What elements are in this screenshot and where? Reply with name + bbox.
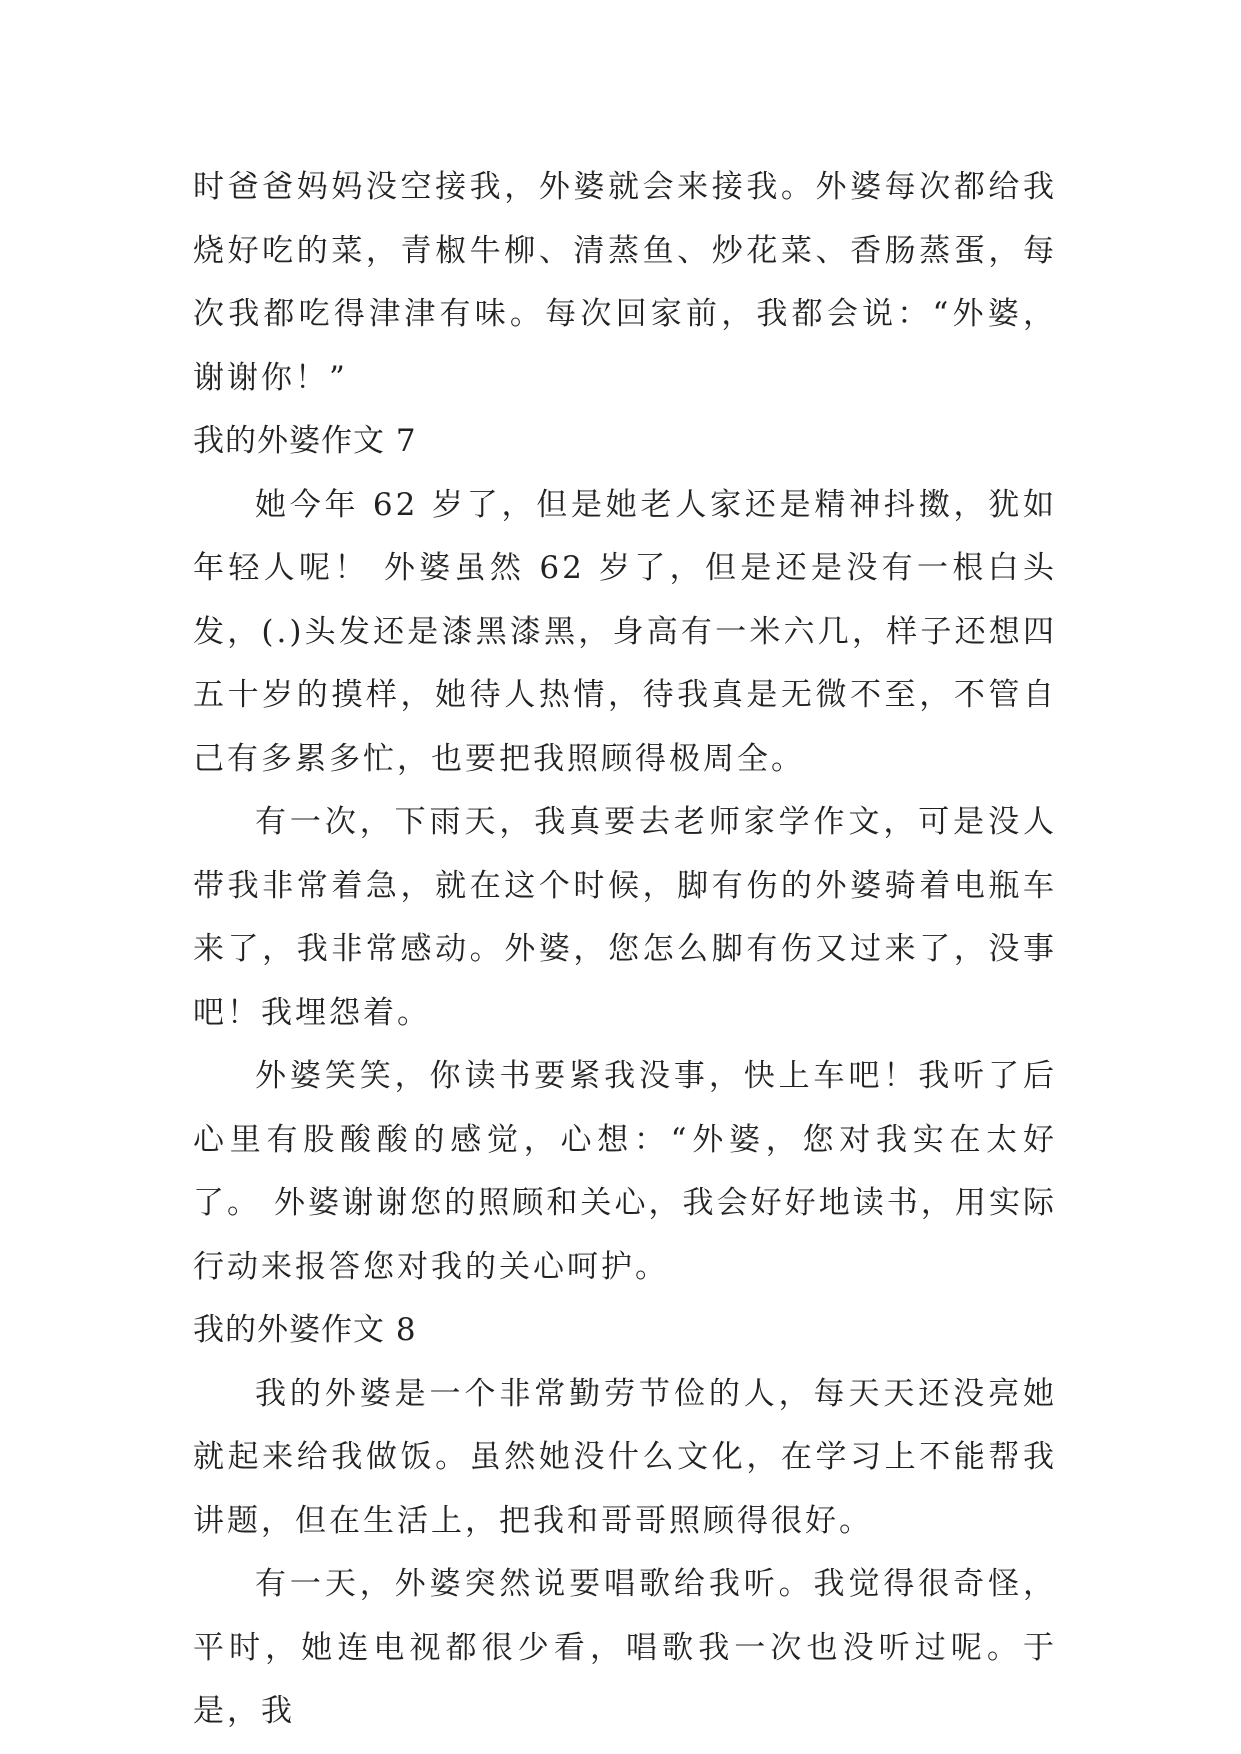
paragraph-8-1: 我的外婆是一个非常勤劳节俭的人，每天天还没亮她就起来给我做饭。虽然她没什么文化，在学习上不能帮我讲题，但在生活上，把我和哥哥照顾得很好。 — [193, 1375, 1057, 1539]
document-page — [193, 156, 1057, 1744]
paragraph-7-2: 有一次，下雨天，我真要去老师家学作文，可是没人带我非常着急，就在这个时候，脚有伤的外婆骑着电瓶车来了，我非常感动。外婆，您怎么脚有伤又过来了，没事吧！我埋怨着。 — [193, 804, 1057, 1031]
paragraph-intro-end: 时爸爸妈妈没空接我，外婆就会来接我。外婆每次都给我烧好吃的菜，青椒牛柳、清蒸鱼、炒花菜、香肠蒸蛋，每次我都吃得津津有味。每次回家前，我都会说：“外婆，谢谢你！” — [193, 169, 1057, 396]
paragraph-7-1: 她今年 62 岁了，但是她老人家还是精神抖擞，犹如年轻人呢！ 外婆虽然 62 岁了，但是还是没有一根白头发，(.)头发还是漆黑漆黑，身高有一米六几，样子还想四五十岁的摸样，她待人热情，待我真是无微不至，不管自己有多累多忙，也要把我照顾得极周全。 — [193, 486, 1057, 777]
section-heading-7: 我的外婆作文 7 — [193, 423, 417, 459]
paragraph-8-2: 有一天，外婆突然说要唱歌给我听。我觉得很奇怪，平时，她连电视都很少看，唱歌我一次也没听过呢。于是，我 — [193, 1566, 1057, 1729]
section-heading-8: 我的外婆作文 8 — [193, 1312, 417, 1348]
paragraph-7-3: 外婆笑笑，你读书要紧我没事，快上车吧！我听了后心里有股酸酸的感觉，心想：“外婆，您对我实在太好了。 外婆谢谢您的照顾和关心，我会好好地读书，用实际行动来报答您对我的关心呵护。 — [193, 1058, 1057, 1285]
